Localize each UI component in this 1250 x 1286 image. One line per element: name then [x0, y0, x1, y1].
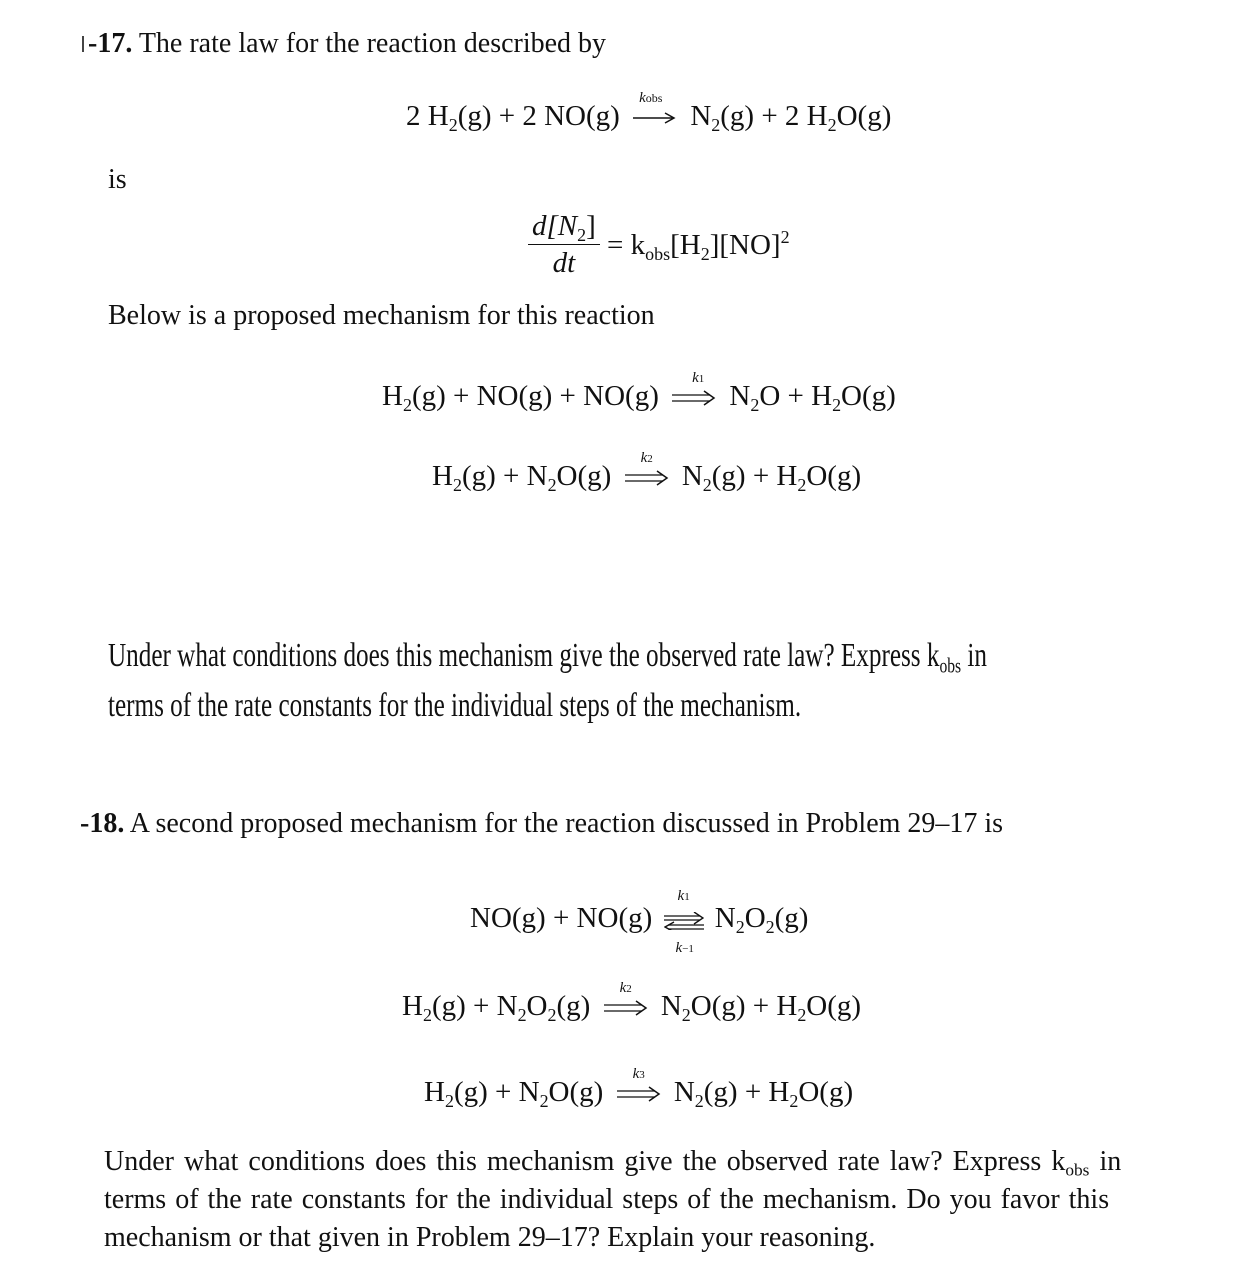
rate-constant-label	[633, 1066, 645, 1083]
k-sub: −1	[682, 943, 694, 956]
question-text: in	[961, 637, 987, 674]
eq-text: O(g)	[841, 380, 896, 412]
eq-text: O	[526, 990, 548, 1022]
rate-fraction	[528, 208, 600, 281]
eq-sub: 2	[547, 474, 557, 495]
eq-text: O(g)	[798, 1076, 854, 1108]
problem-18-question-line2: terms of the rate constants for the individual steps of the mechanism. Do you favor this	[104, 1184, 1110, 1215]
eq-text: (g) + N	[461, 460, 548, 492]
k-sub: 2	[647, 453, 653, 466]
eq-sub: 2	[402, 394, 412, 415]
m2-step3	[424, 1066, 854, 1112]
eq-text: O + H	[759, 380, 833, 412]
reaction-arrow	[672, 370, 716, 408]
eq-text: O(g)	[836, 100, 892, 132]
eq-sub: 2	[750, 394, 760, 415]
m1-step2	[432, 450, 862, 496]
double-arrow-icon	[625, 470, 669, 486]
rate-constant-label	[620, 980, 632, 997]
eq-text: H	[402, 990, 423, 1022]
eq-text: O(g)	[548, 1076, 604, 1108]
eq-text: (g) + H	[711, 460, 798, 492]
eq-sub: 2	[577, 224, 587, 245]
margin-mark	[82, 36, 84, 52]
reaction-arrow	[604, 980, 648, 1018]
eq-text: d[N	[532, 210, 578, 242]
m1-step1	[382, 370, 896, 416]
eq-sub: 2	[422, 1004, 432, 1025]
eq-text: H	[424, 1076, 445, 1108]
eq-sub: obs	[1065, 1160, 1090, 1180]
eq-text: (g) + NO(g) + NO(g)	[411, 380, 659, 412]
eq-text: N	[660, 990, 682, 1022]
k-sub: 1	[698, 373, 705, 386]
rate-constant-label	[692, 370, 704, 387]
eq-text: N	[681, 460, 703, 492]
eq-sub: 2	[827, 114, 837, 135]
reverse-rate-constant	[676, 940, 694, 957]
problem-17-intro: The rate law for the reaction described by	[138, 28, 607, 59]
equilibrium-arrow	[664, 888, 704, 957]
eq-sub: obs	[645, 243, 671, 264]
eq-text: H	[432, 460, 453, 492]
eq-text: NO(g) + NO(g)	[470, 902, 653, 934]
eq-sub: obs	[939, 653, 962, 678]
eq-text: H	[382, 380, 403, 412]
question-text: in	[1089, 1146, 1122, 1177]
is-label: is	[108, 164, 127, 195]
eq-text: ]	[586, 210, 596, 242]
eq-text: = k	[607, 228, 646, 261]
k-sub: 2	[626, 983, 632, 996]
eq-sup: 2	[780, 226, 790, 247]
eq-text: (g)	[774, 902, 809, 934]
eq-sub: 2	[539, 1090, 549, 1111]
eq-sub: 2	[452, 474, 462, 495]
m2-step1	[470, 888, 809, 957]
eq-sub: 2	[547, 1004, 557, 1025]
problem-17-question-line1	[108, 632, 987, 680]
eq-sub: 2	[681, 1004, 691, 1025]
question-text: Under what conditions does this mechanism give the observed rate law? Express k	[104, 1146, 1066, 1177]
reaction-arrow	[617, 1066, 661, 1104]
eq-sub: 2	[700, 243, 710, 264]
eq-text: N	[673, 1076, 695, 1108]
double-arrow-icon	[617, 1086, 661, 1102]
problem-18-header	[80, 806, 1003, 842]
eq-sub: 2	[789, 1090, 799, 1111]
forward-rate-constant	[678, 888, 690, 905]
eq-text: (g) + N	[431, 990, 518, 1022]
k-symbol: k	[692, 370, 699, 387]
eq-sub: 2	[797, 474, 807, 495]
k-symbol: k	[619, 980, 627, 997]
rate-law	[528, 208, 790, 281]
question-text: Under what conditions does this mechanism give the observed rate law? Express k	[108, 637, 940, 674]
k-symbol: k	[639, 90, 646, 107]
eq-text: (g) + 2 NO(g)	[457, 100, 620, 132]
eq-sub: 2	[444, 1090, 454, 1111]
eq-sub: 2	[735, 916, 745, 937]
eq-text: N	[729, 380, 751, 412]
problem-17-question-line2: terms of the rate constants for the individual steps of the mechanism.	[108, 687, 802, 724]
right-arrow-icon	[633, 110, 677, 126]
k-sub: obs	[645, 91, 663, 106]
rate-constant-label	[641, 450, 653, 467]
eq-text: (g)	[556, 990, 591, 1022]
problem-18-number: -18.	[80, 808, 125, 839]
problem-18-intro: A second proposed mechanism for the reaction discussed in Problem 29–17 is	[129, 808, 1004, 839]
reaction-arrow	[633, 90, 677, 128]
eq-text: O(g)	[556, 460, 612, 492]
eq-sub: 2	[832, 394, 842, 415]
eq-sub: 2	[702, 474, 712, 495]
mechanism-intro: Below is a proposed mechanism for this reaction	[108, 300, 655, 331]
eq-sub: 2	[765, 916, 775, 937]
problem-18-question-line1	[104, 1144, 1121, 1180]
rate-constant-label	[639, 90, 662, 106]
rate-rhs	[607, 226, 790, 264]
k-symbol: k	[677, 888, 685, 905]
problem-17-number: -17.	[88, 28, 133, 59]
eq-text: (g) + H	[703, 1076, 790, 1108]
eq-text: N	[714, 902, 736, 934]
k-symbol: k	[632, 1066, 640, 1083]
problem-17-header	[88, 26, 606, 62]
overall-reaction	[406, 90, 892, 136]
m2-step2	[402, 980, 862, 1026]
eq-text: N	[690, 100, 712, 132]
k-symbol: k	[675, 940, 683, 957]
double-arrow-icon	[604, 1000, 648, 1016]
eq-text: O	[744, 902, 766, 934]
eq-text: O(g)	[806, 990, 862, 1022]
eq-sub: 2	[711, 114, 721, 135]
eq-text: [H	[670, 228, 701, 261]
eq-text: O(g) + H	[690, 990, 798, 1022]
k-sub: 3	[639, 1069, 645, 1082]
fraction-denominator: dt	[552, 247, 576, 279]
double-arrow-icon	[672, 390, 716, 406]
reaction-arrow	[625, 450, 669, 488]
equilibrium-arrow-icon	[664, 912, 704, 930]
eq-text: (g) + 2 H	[720, 100, 828, 132]
eq-sub: 2	[797, 1004, 807, 1025]
eq-sub: 2	[694, 1090, 704, 1111]
eq-text: O(g)	[806, 460, 862, 492]
eq-text: 2 H	[406, 100, 449, 132]
k-sub: 1	[684, 891, 690, 904]
eq-sub: 2	[448, 114, 458, 135]
eq-sub: 2	[517, 1004, 527, 1025]
problem-18-question-line3: mechanism or that given in Problem 29–17? Explain your reasoning.	[104, 1222, 876, 1253]
eq-text: (g) + N	[453, 1076, 540, 1108]
k-symbol: k	[640, 450, 648, 467]
fraction-numerator	[528, 208, 600, 245]
eq-text: ][NO]	[709, 228, 781, 261]
